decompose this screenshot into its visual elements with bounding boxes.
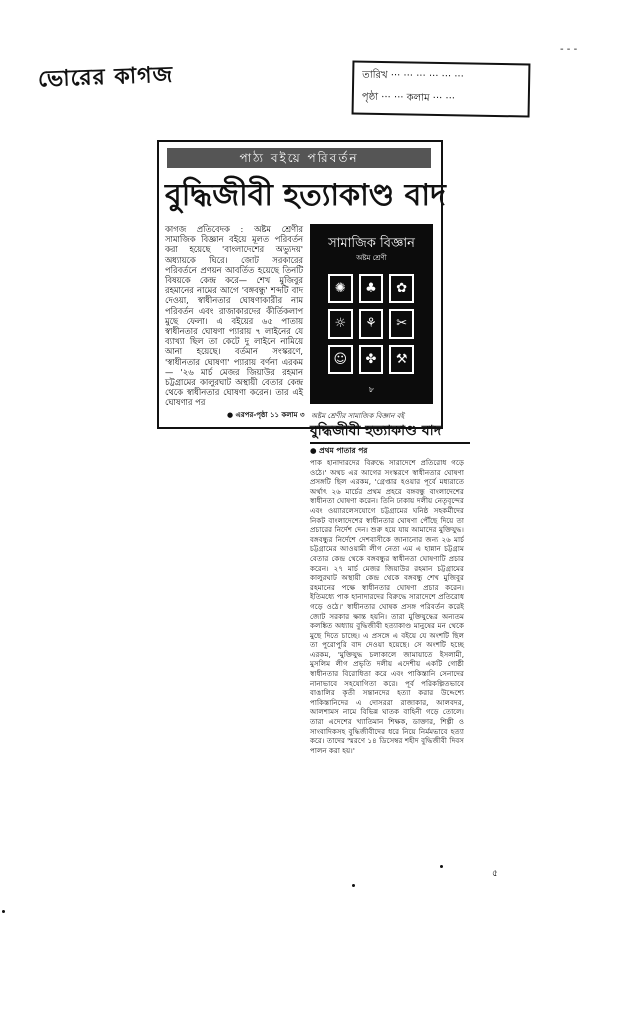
book-cover-subtitle: অষ্টম শ্রেণী (356, 254, 387, 262)
book-cover-icon: ⚘ (359, 309, 384, 338)
stamp-page-line: পৃষ্ঠা ··· ··· কলাম ··· ··· (361, 91, 456, 105)
article-kicker: পাঠ্য বইয়ে পরিবর্তন (167, 148, 431, 168)
book-cover-icon: ✺ (328, 274, 353, 303)
book-cover-icon: ☺ (328, 345, 353, 374)
book-cover-icon: ✂ (389, 309, 414, 338)
photo-caption: অষ্টম শ্রেণীর সামাজিক বিজ্ঞান বই (311, 412, 405, 420)
scan-speck (440, 865, 443, 868)
date-stamp-box (352, 60, 531, 117)
corner-mark: - - - (560, 44, 578, 55)
article-clipping-continuation (308, 420, 468, 852)
book-cover-icon-grid (328, 274, 414, 374)
continuation-headline: বুদ্ধিজীবী হত্যাকাণ্ড বাদ (310, 420, 470, 444)
book-cover-title: সামাজিক বিজ্ঞান (328, 236, 415, 251)
continued-from-note: ● প্রথম পাতার পর (310, 446, 368, 455)
scan-speck (2, 910, 5, 913)
textbook-cover-photo (310, 224, 433, 404)
article-body: কাগজ প্রতিবেদক : অষ্টম শ্রেণীর সামাজিক বিজ্ঞান বইয়ে মূলত পরিবর্তন করা হয়েছে 'বাংলাদেশের অভ্যুদয়' অধ্যায়কে ঘিরে। জোট সরকারের পরিবর্তনে প্রণয়ন আবর্তিত হয়েছে তিনটি বিষয়কে কেন্দ্র করে— শেখ মুজিবুর রহমানের নামের আগে 'বঙ্গবন্ধু' শব্দটি বাদ দেওয়া, স্বাধীনতার ঘোষণাকারীর নাম পরিবর্তন এবং রাজাকারদের কীর্তিকলাপ মুছে ফেলা। এ বইয়ের ৬৫ পাতায় স্বাধীনতার ঘোষণা প্যারায় ৭ লাইনের যে ব্যাখ্যা ছিল তা কেটে দু লাইনে নামিয়ে আনা হয়েছে। বর্তমান সংস্করণে, 'স্বাধীনতার ঘোষণা' প্যারায় বর্ণনা এরকম— '২৬ মার্চ মেজর জিয়াউর রহমান চট্টগ্রামের কালুরঘাট অস্থায়ী বেতার কেন্দ্র থেকে স্বাধীনতার ঘোষণা করেন। তার এই ঘোষণার পর (165, 224, 303, 408)
book-cover-icon: ⚒ (389, 345, 414, 374)
page-number: ৫ (492, 869, 498, 879)
book-cover-icon: ✤ (359, 345, 384, 374)
article-clipping-main (157, 140, 446, 429)
continued-on-note: ● এরপর-পৃষ্ঠা ১১ কলাম ৩ (227, 411, 305, 419)
book-cover-bottom-mark: ৮ (368, 385, 375, 394)
book-cover-icon: ☼ (328, 309, 353, 338)
stamp-date-line: তারিখ ··· ··· ··· ··· ··· ··· (362, 69, 464, 83)
continuation-body: পাক হানাদারদের বিরুদ্ধে সারাদেশে প্রতিরোধ গড়ে ওঠে।' অথচ এর আগের সংস্করণে স্বাধীনতার ঘোষণা প্রসঙ্গটি ছিল এরকম, 'গ্রেপ্তার হওয়ার পূর্বে মধ্যরাতে অর্থাৎ ২৬ মার্চের প্রথম প্রহরে বঙ্গবন্ধু বাংলাদেশের স্বাধীনতা ঘোষণা করেন। তিনি ঢাকায় দলীয় নেতৃবৃন্দের এবং ওয়্যারলেসযোগে চট্টগ্রামের ঘনিষ্ঠ সহকর্মীদের নিকট বাংলাদেশের স্বাধীনতার ঘোষণা পৌঁছে দিয়ে তা প্রচারের নির্দেশ দেন। শুরু হয়ে যায় আমাদের মুক্তিযুদ্ধ। বঙ্গবন্ধুর নির্দেশে দেশবাসীকে জানানোর জন্য ২৬ মার্চ চট্টগ্রামের আওয়ামী লীগ নেতা এম এ হান্নান চট্টগ্রাম বেতার কেন্দ্র থেকে বঙ্গবন্ধুর স্বাধীনতা ঘোষণাটি প্রচার করেন। ২৭ মার্চ মেজর জিয়াউর রহমান চট্টগ্রামের কালুরঘাট অস্থায়ী কেন্দ্র থেকে বঙ্গবন্ধু শেখ মুজিবুর রহমানের পক্ষে স্বাধীনতার ঘোষণা প্রচার করেন। ইতিমধ্যে পাক হানাদারদের বিরুদ্ধে সারাদেশে প্রতিরোধ গড়ে ওঠে।' স্বাধীনতার ঘোষক প্রসঙ্গ পরিবর্তন করেই জোট সরকার ক্ষান্ত হয়নি। তারা মুক্তিযুদ্ধের অন্যতম কলঙ্কিত অধ্যায় বুদ্ধিজীবী হত্যাকাণ্ড মানুষের মন থেকে মুছে দিতে চাচ্ছে। এ প্রসঙ্গে এ বইয়ে যে অংশটি ছিল তা পুরোপুরি বাদ দেওয়া হয়েছে। সে অংশটি হচ্ছে এরকম, 'মুক্তিযুদ্ধ চলাকালে জামায়াতে ইসলামী, মুসলিম লীগ প্রভৃতি দলীয় এদেশীয় একটি গোষ্ঠী স্বাধীনতার বিরোধিতা করে এবং পাকিস্তানি সেনাদের নানাভাবে সহযোগিতা করে। পূর্ব পরিকল্পিতভাবে বাঙালির কৃতী সন্তানদের হত্যা করার উদ্দেশ্যে পাকিস্তানিদের এ দোসররা রাজাকার, আলবদর, আলশামস নামে বিভিন্ন ঘাতক বাহিনী গড়ে তোলে। তারা এদেশের খ্যাতিমান শিক্ষক, ডাক্তার, শিল্পী ও সাংবাদিকসহ বুদ্ধিজীবীদের ধরে নিয়ে নির্মমভাবে হত্যা করে। তাদের স্মরণে ১৪ ডিসেম্বর শহীদ বুদ্ধিজীবী দিবস পালন করা হয়।' (310, 458, 464, 755)
newspaper-masthead: ভোরের কাগজ (37, 62, 174, 93)
scan-speck (352, 884, 355, 887)
article-headline: বুদ্ধিজীবী হত্যাকাণ্ড বাদ (165, 178, 446, 213)
book-cover-icon: ✿ (389, 274, 414, 303)
book-cover-icon: ♣ (359, 274, 384, 303)
